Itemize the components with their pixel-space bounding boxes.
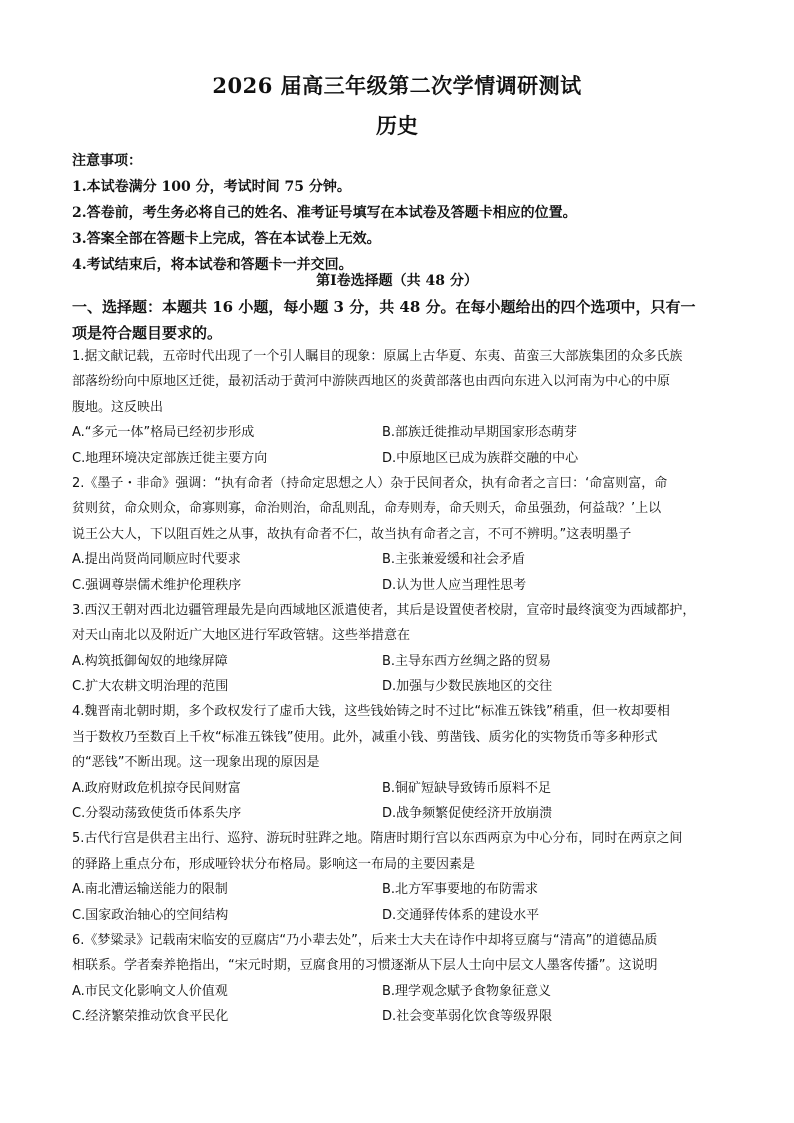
option-a: A.南北漕运输送能力的限制 (72, 882, 228, 898)
option-d: D.战争频繁促使经济开放崩溃 (382, 806, 553, 822)
question-text-line: 相联系。学者秦养艳指出，“宋元时期，豆腐食用的习惯逐渐从下层人士向中层文人墨客传播”。这说明 (72, 958, 658, 974)
question-1 (72, 344, 732, 471)
subject-title: 历史 (376, 113, 418, 138)
question-list (72, 344, 732, 1030)
question-text-line: 2.《墨子・非命》强调：“执有命者（持命定思想之人）杂于民间者众，执有命者之言曰：‘命富则富，命 (72, 475, 668, 491)
option-d: D.中原地区已成为族群交融的中心 (382, 450, 579, 466)
question-text-line: 部落纷纷向中原地区迁徙，最初活动于黄河中游陕西地区的炎黄部落也由西向东进入以河南为中心的中原 (72, 374, 671, 390)
instruction-line-2: 项是符合题目要求的。 (72, 324, 223, 342)
option-c: C.强调尊崇儒术维护伦理秩序 (72, 577, 242, 593)
question-5 (72, 826, 732, 928)
option-b: B.铜矿短缺导致铸币原料不足 (382, 780, 552, 796)
option-c: C.地理环境决定部族迁徙主要方向 (72, 450, 268, 466)
option-d: D.社会变革弱化饮食等级界限 (382, 1009, 553, 1025)
question-3 (72, 598, 732, 700)
question-text-line: 的“恶钱”不断出现。这一现象出现的原因是 (72, 755, 320, 771)
exam-title: 2026 届高三年级第二次学情调研测试 (212, 73, 582, 98)
question-text-line: 3.西汉王朝对西北边疆管理最先是向西域地区派遣使者，其后是设置使者校尉，宣帝时最终演变为西域都护， (72, 602, 696, 618)
option-d: D.加强与少数民族地区的交往 (382, 679, 553, 695)
note-item-3: 3.答案全部在答题卡上完成，答在本试卷上无效。 (72, 231, 381, 247)
option-c: C.经济繁荣推动饮食平民化 (72, 1009, 229, 1025)
question-4 (72, 699, 732, 826)
question-text-line: 当于数枚乃至数百上千枚“标准五铢钱”使用。此外，减重小钱、剪凿钱、质劣化的实物货币等多种形式 (72, 729, 658, 745)
option-b: B.北方军事要地的布防需求 (382, 882, 539, 898)
option-c: C.分裂动荡致使货币体系失序 (72, 806, 242, 822)
option-b: B.主导东西方丝绸之路的贸易 (382, 653, 552, 669)
option-a: A.政府财政危机掠夺民间财富 (72, 780, 241, 796)
option-c: C.扩大农耕文明治理的范围 (72, 679, 229, 695)
note-item-2: 2.答卷前，考生务必将自己的姓名、准考证号填写在本试卷及答题卡相应的位置。 (72, 205, 577, 221)
notes-heading: 注意事项： (72, 153, 142, 169)
question-text-line: 6.《梦粱录》记载南宋临安的豆腐店“乃小辈去处”，后来士大夫在诗作中却将豆腐与“清高”的道德品质 (72, 932, 658, 948)
question-2 (72, 471, 732, 598)
question-text-line: 腹地。这反映出 (72, 399, 164, 415)
section-instructions (72, 294, 732, 346)
question-text-line: 4.魏晋南北朝时期，多个政权发行了虚币大钱，这些钱始铸之时不过比“标准五铢钱”稍重，但一枚却要相 (72, 704, 670, 720)
option-b: B.部族迁徙推动早期国家形态萌芽 (382, 425, 578, 441)
option-a: A.提出尚贤尚同顺应时代要求 (72, 552, 241, 568)
question-text-line: 的驿路上重点分布，形成哑铃状分布格局。影响这一布局的主要因素是 (72, 856, 476, 872)
note-item-1: 1.本试卷满分 100 分，考试时间 75 分钟。 (72, 179, 351, 195)
question-text-line: 5.古代行宫是供君主出行、巡狩、游玩时驻跸之地。隋唐时期行宫以东西两京为中心分布，同时在两京之间 (72, 831, 683, 847)
option-d: D.认为世人应当理性思考 (382, 577, 527, 593)
option-c: C.国家政治轴心的空间结构 (72, 907, 229, 923)
section-title: 第Ⅰ卷选择题（共 48 分） (316, 273, 478, 289)
notes-section (72, 148, 732, 278)
question-text-line: 贫则贫，命众则众，命寡则寡，命治则治，命乱则乱，命寿则寿，命夭则夭，命虽强劲，何益哉？’上以 (72, 501, 662, 517)
instruction-line-1: 一、选择题：本题共 16 小题，每小题 3 分，共 48 分。在每小题给出的四个选项中，只有一 (72, 298, 696, 316)
note-item-4: 4.考试结束后，将本试卷和答题卡一并交回。 (72, 257, 353, 273)
option-b: B.理学观念赋予食物象征意义 (382, 983, 552, 999)
option-a: A.构筑抵御匈奴的地缘屏障 (72, 653, 228, 669)
question-text-line: 对天山南北以及附近广大地区进行军政管辖。这些举措意在 (72, 628, 411, 644)
option-b: B.主张兼爱缓和社会矛盾 (382, 552, 526, 568)
option-a: A.“多元一体”格局已经初步形成 (72, 425, 255, 441)
question-text-line: 1.据文献记载，五帝时代出现了一个引人瞩目的现象：原属上古华夏、东夷、苗蛮三大部族集团的众多氏族 (72, 349, 683, 364)
option-d: D.交通驿传体系的建设水平 (382, 907, 540, 923)
question-6 (72, 928, 732, 1030)
question-text-line: 说王公大人，下以阻百姓之从事，故执有命者不仁，故当执有命者之言，不可不辨明。”这表明墨子 (72, 526, 632, 542)
option-a: A.市民文化影响文人价值观 (72, 983, 228, 999)
